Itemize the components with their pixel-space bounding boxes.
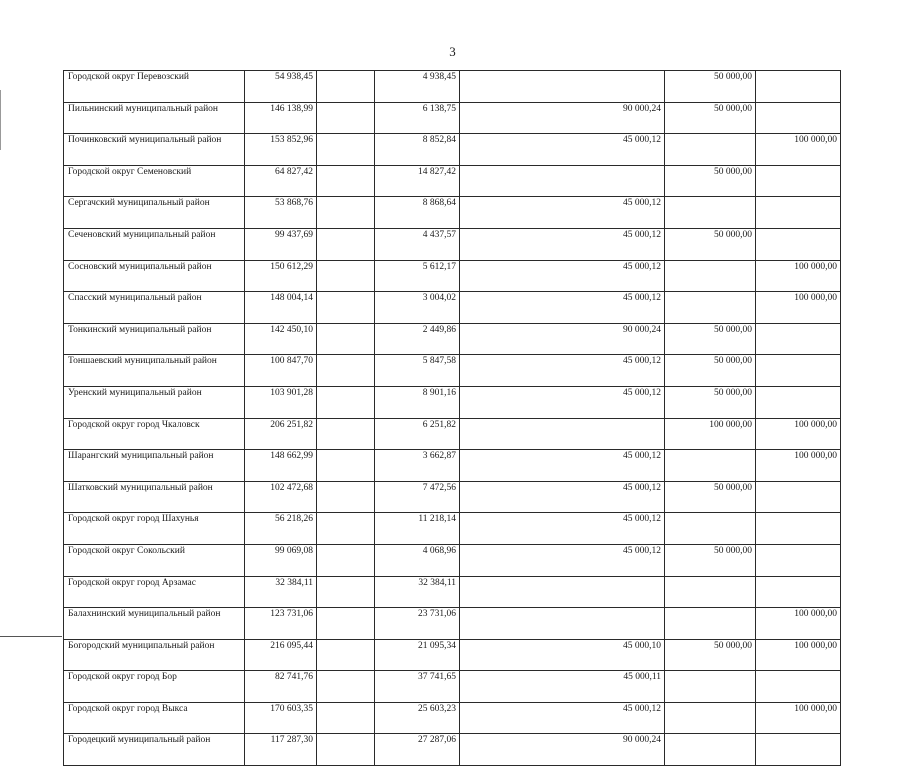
amount-cell-c6: 100 000,00 — [756, 608, 841, 640]
amount-cell-c3: 5 612,17 — [375, 260, 460, 292]
amount-cell-c4: 45 000,12 — [460, 228, 665, 260]
amount-cell-c1: 153 852,96 — [245, 134, 317, 166]
amount-cell-c4: 45 000,12 — [460, 702, 665, 734]
amount-cell-c5: 50 000,00 — [665, 481, 756, 513]
amount-cell-c6: 100 000,00 — [756, 450, 841, 482]
amount-cell-c6: 100 000,00 — [756, 702, 841, 734]
table-row — [64, 197, 841, 229]
municipality-name-cell: Починковский муниципальный район — [64, 134, 245, 166]
amount-cell-c2 — [317, 418, 375, 450]
amount-cell-c5 — [665, 608, 756, 640]
amount-cell-c4: 45 000,12 — [460, 386, 665, 418]
amount-cell-c1: 102 472,68 — [245, 481, 317, 513]
amount-cell-c3: 6 251,82 — [375, 418, 460, 450]
amount-cell-c2 — [317, 513, 375, 545]
amount-cell-c1: 123 731,06 — [245, 608, 317, 640]
amount-cell-c4: 45 000,12 — [460, 197, 665, 229]
amount-cell-c5 — [665, 671, 756, 703]
municipality-name-cell: Городской округ город Арзамас — [64, 576, 245, 608]
amount-cell-c1: 82 741,76 — [245, 671, 317, 703]
amount-cell-c1: 32 384,11 — [245, 576, 317, 608]
municipality-name-cell: Пильнинский муниципальный район — [64, 102, 245, 134]
amount-cell-c4: 90 000,24 — [460, 102, 665, 134]
amount-cell-c5 — [665, 702, 756, 734]
amount-cell-c4 — [460, 576, 665, 608]
amount-cell-c1: 170 603,35 — [245, 702, 317, 734]
table-row — [64, 102, 841, 134]
amount-cell-c6: 100 000,00 — [756, 639, 841, 671]
amount-cell-c3: 6 138,75 — [375, 102, 460, 134]
allocation-table — [63, 70, 841, 766]
table-row — [64, 355, 841, 387]
municipality-name-cell: Городецкий муниципальный район — [64, 734, 245, 766]
amount-cell-c4: 90 000,24 — [460, 323, 665, 355]
amount-cell-c3: 37 741,65 — [375, 671, 460, 703]
amount-cell-c3: 8 852,84 — [375, 134, 460, 166]
amount-cell-c1: 150 612,29 — [245, 260, 317, 292]
municipality-name-cell: Городской округ город Чкаловск — [64, 418, 245, 450]
amount-cell-c2 — [317, 355, 375, 387]
amount-cell-c5 — [665, 292, 756, 324]
amount-cell-c4: 45 000,10 — [460, 639, 665, 671]
amount-cell-c4: 45 000,12 — [460, 481, 665, 513]
table-row — [64, 386, 841, 418]
amount-cell-c1: 103 901,28 — [245, 386, 317, 418]
amount-cell-c1: 56 218,26 — [245, 513, 317, 545]
amount-cell-c6 — [756, 228, 841, 260]
amount-cell-c2 — [317, 734, 375, 766]
amount-cell-c3: 14 827,42 — [375, 165, 460, 197]
amount-cell-c3: 21 095,34 — [375, 639, 460, 671]
amount-cell-c2 — [317, 639, 375, 671]
amount-cell-c5: 50 000,00 — [665, 386, 756, 418]
amount-cell-c3: 2 449,86 — [375, 323, 460, 355]
amount-cell-c6 — [756, 165, 841, 197]
municipality-name-cell: Городской округ Семеновский — [64, 165, 245, 197]
amount-cell-c1: 216 095,44 — [245, 639, 317, 671]
amount-cell-c3: 4 068,96 — [375, 544, 460, 576]
amount-cell-c1: 117 287,30 — [245, 734, 317, 766]
amount-cell-c2 — [317, 544, 375, 576]
municipality-name-cell: Балахнинский муниципальный район — [64, 608, 245, 640]
municipality-name-cell: Тоншаевский муниципальный район — [64, 355, 245, 387]
table-row — [64, 450, 841, 482]
table-row — [64, 513, 841, 545]
scan-edge — [0, 90, 1, 150]
amount-cell-c2 — [317, 450, 375, 482]
amount-cell-c2 — [317, 608, 375, 640]
amount-cell-c2 — [317, 576, 375, 608]
table-row — [64, 639, 841, 671]
page-number: 3 — [449, 44, 456, 59]
amount-cell-c5 — [665, 197, 756, 229]
amount-cell-c5 — [665, 576, 756, 608]
amount-cell-c3: 8 901,16 — [375, 386, 460, 418]
amount-cell-c3: 5 847,58 — [375, 355, 460, 387]
amount-cell-c1: 99 437,69 — [245, 228, 317, 260]
amount-cell-c3: 32 384,11 — [375, 576, 460, 608]
municipality-name-cell: Городской округ город Бор — [64, 671, 245, 703]
amount-cell-c2 — [317, 165, 375, 197]
amount-cell-c4: 45 000,12 — [460, 355, 665, 387]
amount-cell-c4 — [460, 71, 665, 103]
amount-cell-c6 — [756, 734, 841, 766]
amount-cell-c3: 11 218,14 — [375, 513, 460, 545]
amount-cell-c1: 148 662,99 — [245, 450, 317, 482]
municipality-name-cell: Тонкинский муниципальный район — [64, 323, 245, 355]
amount-cell-c6 — [756, 71, 841, 103]
amount-cell-c1: 142 450,10 — [245, 323, 317, 355]
amount-cell-c2 — [317, 323, 375, 355]
amount-cell-c3: 3 662,87 — [375, 450, 460, 482]
amount-cell-c4: 45 000,12 — [460, 260, 665, 292]
amount-cell-c5 — [665, 260, 756, 292]
amount-cell-c4 — [460, 608, 665, 640]
amount-cell-c6 — [756, 355, 841, 387]
amount-cell-c5: 50 000,00 — [665, 639, 756, 671]
amount-cell-c5: 50 000,00 — [665, 165, 756, 197]
amount-cell-c5 — [665, 513, 756, 545]
amount-cell-c1: 206 251,82 — [245, 418, 317, 450]
amount-cell-c4: 45 000,12 — [460, 450, 665, 482]
amount-cell-c5: 50 000,00 — [665, 71, 756, 103]
table-row — [64, 323, 841, 355]
municipality-name-cell: Богородский муниципальный район — [64, 639, 245, 671]
amount-cell-c4: 45 000,12 — [460, 513, 665, 545]
amount-cell-c6 — [756, 576, 841, 608]
amount-cell-c1: 100 847,70 — [245, 355, 317, 387]
amount-cell-c1: 53 868,76 — [245, 197, 317, 229]
amount-cell-c5 — [665, 450, 756, 482]
table-row — [64, 608, 841, 640]
amount-cell-c5 — [665, 734, 756, 766]
municipality-name-cell: Шарангский муниципальный район — [64, 450, 245, 482]
amount-cell-c5: 50 000,00 — [665, 544, 756, 576]
municipality-name-cell: Городской округ Сокольский — [64, 544, 245, 576]
amount-cell-c2 — [317, 71, 375, 103]
amount-cell-c2 — [317, 197, 375, 229]
amount-cell-c1: 146 138,99 — [245, 102, 317, 134]
amount-cell-c4: 90 000,24 — [460, 734, 665, 766]
amount-cell-c5: 50 000,00 — [665, 323, 756, 355]
amount-cell-c6: 100 000,00 — [756, 292, 841, 324]
amount-cell-c2 — [317, 702, 375, 734]
amount-cell-c1: 148 004,14 — [245, 292, 317, 324]
municipality-name-cell: Сеченовский муниципальный район — [64, 228, 245, 260]
table-row — [64, 544, 841, 576]
table-row — [64, 228, 841, 260]
amount-cell-c3: 23 731,06 — [375, 608, 460, 640]
table-row — [64, 576, 841, 608]
amount-cell-c4 — [460, 165, 665, 197]
amount-cell-c6 — [756, 197, 841, 229]
table-row — [64, 292, 841, 324]
amount-cell-c6 — [756, 386, 841, 418]
amount-cell-c5: 50 000,00 — [665, 355, 756, 387]
amount-cell-c6 — [756, 323, 841, 355]
amount-cell-c6: 100 000,00 — [756, 418, 841, 450]
amount-cell-c3: 4 437,57 — [375, 228, 460, 260]
table-row — [64, 165, 841, 197]
amount-cell-c2 — [317, 671, 375, 703]
scan-line — [0, 636, 62, 637]
amount-cell-c4 — [460, 418, 665, 450]
amount-cell-c2 — [317, 260, 375, 292]
amount-cell-c6 — [756, 513, 841, 545]
amount-cell-c4: 45 000,11 — [460, 671, 665, 703]
amount-cell-c1: 99 069,08 — [245, 544, 317, 576]
table-row — [64, 734, 841, 766]
amount-cell-c2 — [317, 386, 375, 418]
table-body — [64, 71, 841, 766]
amount-cell-c4: 45 000,12 — [460, 292, 665, 324]
amount-cell-c4: 45 000,12 — [460, 544, 665, 576]
amount-cell-c5 — [665, 134, 756, 166]
table-row — [64, 260, 841, 292]
municipality-name-cell: Сосновский муниципальный район — [64, 260, 245, 292]
amount-cell-c2 — [317, 292, 375, 324]
table-row — [64, 418, 841, 450]
table-row — [64, 671, 841, 703]
amount-cell-c1: 54 938,45 — [245, 71, 317, 103]
amount-cell-c3: 7 472,56 — [375, 481, 460, 513]
amount-cell-c3: 27 287,06 — [375, 734, 460, 766]
municipality-name-cell: Спасский муниципальный район — [64, 292, 245, 324]
table-row — [64, 134, 841, 166]
municipality-name-cell: Шатковский муниципальный район — [64, 481, 245, 513]
table-row — [64, 702, 841, 734]
table-row — [64, 481, 841, 513]
amount-cell-c3: 8 868,64 — [375, 197, 460, 229]
amount-cell-c2 — [317, 134, 375, 166]
municipality-name-cell: Городской округ город Выкса — [64, 702, 245, 734]
amount-cell-c6 — [756, 481, 841, 513]
table-row — [64, 71, 841, 103]
amount-cell-c6: 100 000,00 — [756, 260, 841, 292]
amount-cell-c6: 100 000,00 — [756, 134, 841, 166]
amount-cell-c1: 64 827,42 — [245, 165, 317, 197]
amount-cell-c2 — [317, 228, 375, 260]
amount-cell-c3: 4 938,45 — [375, 71, 460, 103]
amount-cell-c5: 50 000,00 — [665, 102, 756, 134]
municipality-name-cell: Городской округ Перевозский — [64, 71, 245, 103]
amount-cell-c6 — [756, 671, 841, 703]
amount-cell-c3: 25 603,23 — [375, 702, 460, 734]
amount-cell-c6 — [756, 102, 841, 134]
amount-cell-c2 — [317, 481, 375, 513]
amount-cell-c5: 100 000,00 — [665, 418, 756, 450]
amount-cell-c5: 50 000,00 — [665, 228, 756, 260]
amount-cell-c2 — [317, 102, 375, 134]
municipality-name-cell: Городской округ город Шахунья — [64, 513, 245, 545]
amount-cell-c4: 45 000,12 — [460, 134, 665, 166]
amount-cell-c3: 3 004,02 — [375, 292, 460, 324]
amount-cell-c6 — [756, 544, 841, 576]
municipality-name-cell: Уренский муниципальный район — [64, 386, 245, 418]
municipality-name-cell: Сергачский муниципальный район — [64, 197, 245, 229]
